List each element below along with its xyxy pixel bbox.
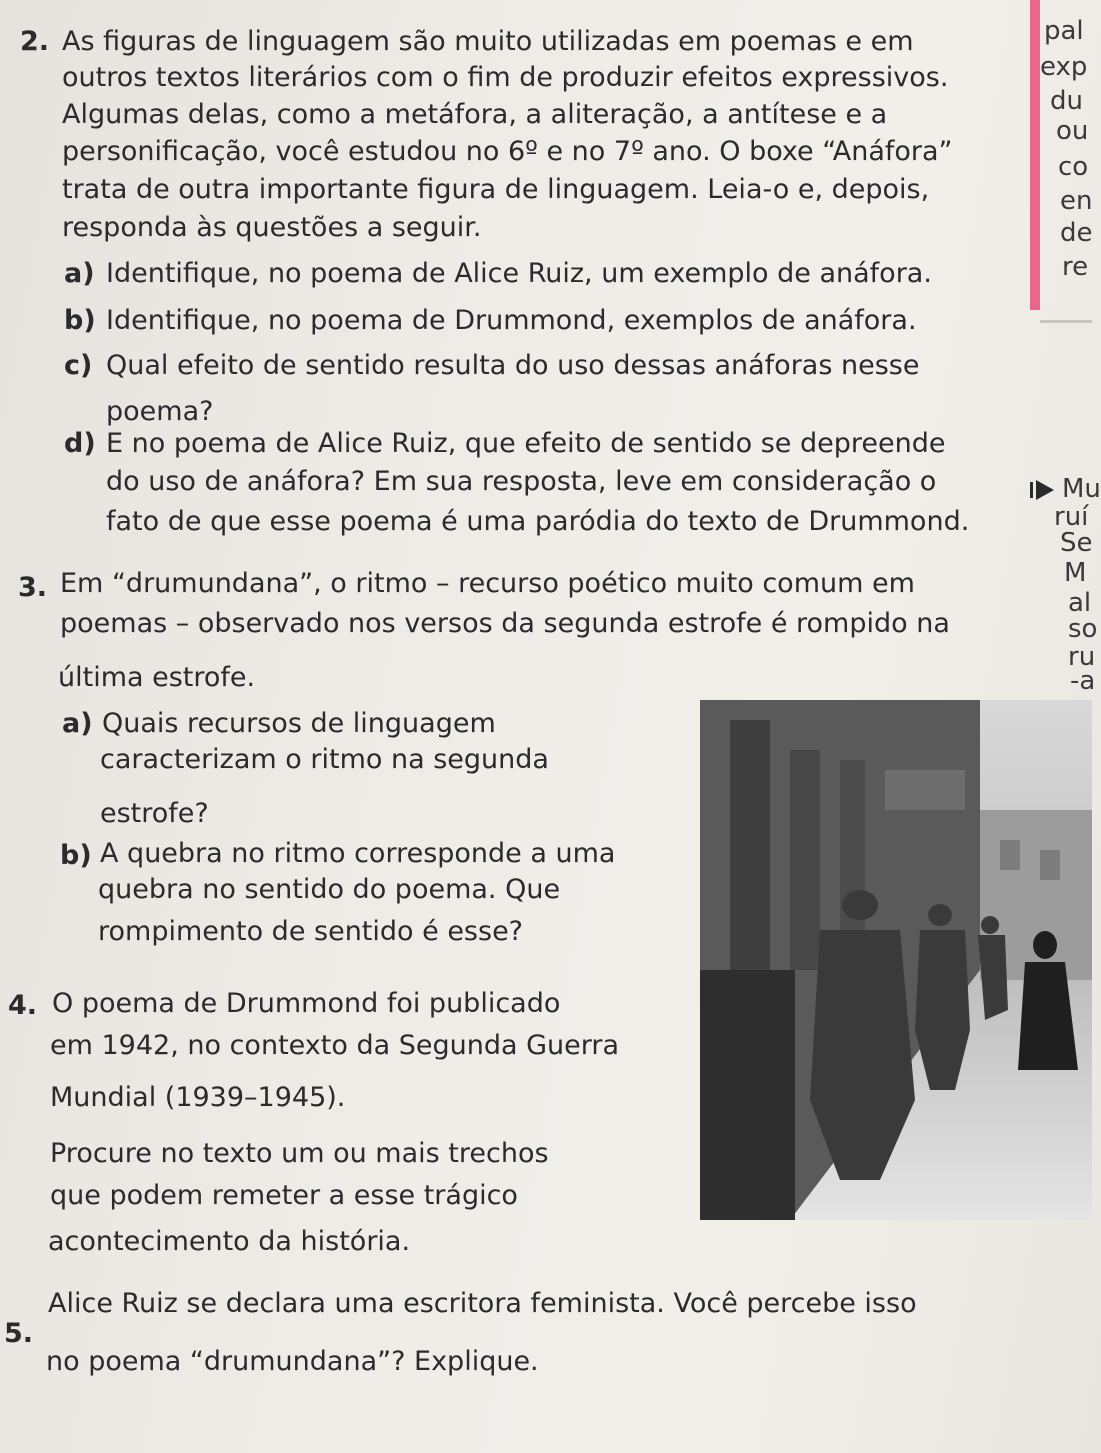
right-column-line: -a xyxy=(1070,666,1096,696)
right-column-line: co xyxy=(1058,152,1089,182)
right-column-line: ou xyxy=(1056,116,1089,146)
question-2c-line-1: Qual efeito de sentido resulta do uso dessas anáforas nesse xyxy=(106,350,920,381)
right-column-line: en xyxy=(1060,186,1093,216)
question-4-line-5: que podem remeter a esse trágico xyxy=(50,1180,518,1211)
question-4-line-1: O poema de Drummond foi publicado xyxy=(52,988,561,1019)
question-2-line-1: As figuras de linguagem são muito utilizadas em poemas e em xyxy=(62,26,914,57)
question-3b-line-3: rompimento de sentido é esse? xyxy=(98,916,524,947)
question-3-line-3: última estrofe. xyxy=(58,662,256,693)
question-5-number: 5. xyxy=(4,1318,34,1349)
sidebar-accent-bar xyxy=(1030,0,1040,310)
question-4-line-2: em 1942, no contexto da Segunda Guerra xyxy=(50,1030,620,1061)
question-3a-line-1: Quais recursos de linguagem xyxy=(102,708,496,739)
right-column-line: de xyxy=(1060,218,1093,248)
question-2-line-3: Algumas delas, como a metáfora, a aliteração, a antítese e a xyxy=(62,99,888,130)
question-4-number: 4. xyxy=(8,990,38,1021)
question-2a-text: Identifique, no poema de Alice Ruiz, um exemplo de anáfora. xyxy=(106,258,932,289)
right-column-line: al xyxy=(1068,588,1092,618)
right-column-line: du xyxy=(1050,86,1083,116)
play-arrow-icon xyxy=(1030,480,1054,500)
question-2-line-4: personificação, você estudou no 6º e no 7º ano. O boxe “Anáfora” xyxy=(62,136,953,167)
question-3-line-2: poemas – observado nos versos da segunda estrofe é rompido na xyxy=(60,608,950,639)
question-2b-text: Identifique, no poema de Drummond, exemplos de anáfora. xyxy=(106,305,917,336)
question-2d-line-2: do uso de anáfora? Em sua resposta, leve em consideração o xyxy=(106,466,937,497)
question-2c-letter: c) xyxy=(64,350,93,381)
sidebar-divider xyxy=(1040,320,1092,323)
right-column-line: ru xyxy=(1068,642,1096,672)
question-3a-letter: a) xyxy=(62,708,93,739)
right-column-line: M xyxy=(1064,558,1087,588)
question-4-line-3: Mundial (1939–1945). xyxy=(50,1082,346,1113)
question-2d-line-1: E no poema de Alice Ruiz, que efeito de sentido se depreende xyxy=(106,428,946,459)
right-column-line: ruí xyxy=(1054,502,1089,532)
question-3b-line-2: quebra no sentido do poema. Que xyxy=(98,874,561,905)
question-3a-line-2: caracterizam o ritmo na segunda xyxy=(100,744,549,775)
question-2-line-2: outros textos literários com o fim de produzir efeitos expressivos. xyxy=(62,62,949,93)
question-2-line-6: responda às questões a seguir. xyxy=(62,212,482,243)
question-3b-letter: b) xyxy=(60,840,92,871)
war-street-photo xyxy=(700,700,1092,1220)
question-4-line-4: Procure no texto um ou mais trechos xyxy=(50,1138,549,1169)
question-2a-letter: a) xyxy=(64,258,95,289)
question-2c-line-2: poema? xyxy=(106,396,214,427)
right-column-line: exp xyxy=(1040,52,1088,82)
right-column-line: Se xyxy=(1060,528,1093,558)
question-2d-letter: d) xyxy=(64,428,96,459)
question-2-line-5: trata de outra importante figura de linguagem. Leia-o e, depois, xyxy=(62,174,930,205)
question-3-line-1: Em “drumundana”, o ritmo – recurso poético muito comum em xyxy=(60,568,915,599)
right-column-line: so xyxy=(1068,614,1098,644)
question-5-line-1: Alice Ruiz se declara uma escritora feminista. Você percebe isso xyxy=(48,1288,917,1319)
question-3b-line-1: A quebra no ritmo corresponde a uma xyxy=(100,838,616,869)
question-3a-line-3: estrofe? xyxy=(100,798,209,829)
question-4-line-6: acontecimento da história. xyxy=(48,1226,411,1257)
question-2b-letter: b) xyxy=(64,305,96,336)
question-3-number: 3. xyxy=(18,572,48,603)
question-2d-line-3: fato de que esse poema é uma paródia do texto de Drummond. xyxy=(106,506,970,537)
right-column-line: pal xyxy=(1044,16,1084,46)
right-column-line: re xyxy=(1062,252,1089,282)
right-column-line: Mu xyxy=(1062,474,1101,504)
question-2-number: 2. xyxy=(20,26,50,57)
question-5-line-2: no poema “drumundana”? Explique. xyxy=(46,1346,539,1377)
